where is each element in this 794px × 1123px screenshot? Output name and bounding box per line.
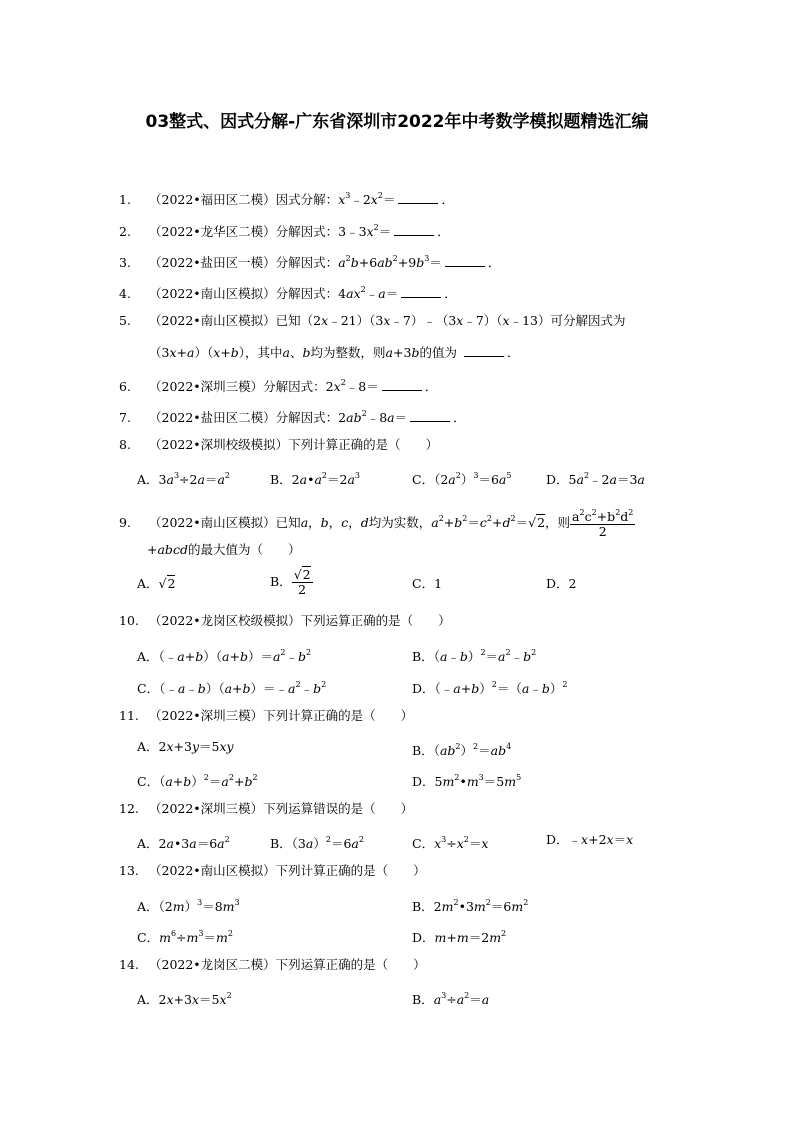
option-b[interactable]: B．$2a•a^2=2a^3$ [270, 471, 361, 487]
answer-blank[interactable] [382, 378, 422, 391]
option-b[interactable]: B． $\frac{√2}{2}$ [270, 567, 311, 597]
question-14: 14. （2022•龙岗区二模）下列运算正确的是（ ） [119, 957, 426, 972]
option-b[interactable]: B．$2m^2•3m^2=6m^2$ [412, 898, 529, 914]
answer-blank[interactable] [394, 223, 434, 236]
question-6: 6. （2022•深圳三模）分解因式：$2x^2﹣8=$ ． [119, 378, 438, 394]
option-a[interactable]: A．$(2m)^3=8m^3$ [137, 898, 240, 914]
option-d[interactable]: D．$m+m=2m^2$ [412, 929, 507, 945]
option-a[interactable]: A．$3a^3\div 2a=a^2$ [137, 471, 230, 487]
answer-blank[interactable] [401, 285, 441, 298]
option-c[interactable]: C．$x^3\div x^2=x$ [412, 835, 489, 851]
option-d[interactable]: D．（﹣a+b）$^2$＝（a﹣b）$^2$ [412, 680, 568, 696]
option-a[interactable]: A．$2a•3a=6a^2$ [137, 835, 230, 851]
question-12: 12. （2022•深圳三模）下列运算错误的是（ ） [119, 801, 414, 816]
option-c[interactable]: C．$(2a^2)^3=6a^5$ [412, 471, 512, 487]
option-d[interactable]: D．2 [546, 576, 577, 591]
question-2: 2. （2022•龙华区二模）分解因式：$3﹣3x^2=$ ． [119, 223, 450, 239]
option-a[interactable]: A．√2 [137, 576, 176, 591]
option-c[interactable]: C．$(﹣a﹣b)(a+b)=﹣a^2﹣b^2$ [137, 680, 327, 696]
option-d[interactable]: D．$5a^2﹣2a=3a$ [546, 471, 645, 487]
question-10: 10. （2022•龙岗区校级模拟）下列运算正确的是（ ） [119, 613, 451, 628]
option-d[interactable]: D．﹣x+2x＝x [546, 832, 634, 847]
question-9: 9. （2022•南山区模拟）已知a，b，c，d均为实数，$a^2+b^2=c^2+d^2=√2$，则 $\frac{a^2c^2+b^2d^2}{2}$ [119, 508, 634, 539]
question-number: 1. [119, 192, 131, 207]
answer-blank[interactable] [445, 254, 485, 267]
question-7: 7. （2022•盐田区二模）分解因式：$2ab^2﹣8a=$ ． [119, 409, 466, 425]
question-9-line2: +abcd的最大值为（ ） [147, 542, 301, 557]
answer-blank[interactable] [464, 344, 504, 357]
answer-blank[interactable] [410, 409, 450, 422]
option-c[interactable]: C．1 [412, 576, 443, 591]
answer-blank[interactable] [398, 191, 438, 204]
option-b[interactable]: B．$(a﹣b)^2=a^2﹣b^2$ [412, 648, 537, 664]
option-d[interactable]: D．$5m^2•m^3=5m^5$ [412, 773, 522, 789]
option-a[interactable]: A．$(﹣a+b)(a+b)=a^2﹣b^2$ [137, 648, 312, 664]
option-b[interactable]: B．$a^3\div a^2=a$ [412, 991, 490, 1007]
document-title: 03整式、因式分解-广东省深圳市2022年中考数学模拟题精选汇编 [145, 112, 649, 132]
option-b[interactable]: B．$(3a)^2=6a^2$ [270, 835, 364, 851]
question-4: 4. （2022•南山区模拟）分解因式：$4ax^2﹣a=$ ． [119, 285, 457, 301]
question-8: 8. （2022•深圳校级模拟）下列计算正确的是（ ） [119, 437, 439, 452]
option-c[interactable]: C．$m^6\div m^3=m^2$ [137, 929, 233, 945]
question-5-line2: （3x+a）（x+b），其中a、b均为整数，则a+3b的值为 ． [149, 345, 520, 360]
question-3: 3. （2022•盐田区一模）分解因式：$a^2b+6ab^2+9b^3=$ ． [119, 254, 501, 270]
option-b[interactable]: B．$(ab^2)^2=ab^4$ [412, 742, 512, 758]
option-a[interactable]: A．2x+3y＝5xy [137, 739, 234, 754]
option-a[interactable]: A．$2x+3x=5x^2$ [137, 991, 232, 1007]
question-5: 5. （2022•南山区模拟）已知（2x﹣21）（3x﹣7）﹣（3x﹣7）（x﹣13）可分解因式为 [119, 313, 626, 328]
question-11: 11. （2022•深圳三模）下列计算正确的是（ ） [119, 708, 414, 723]
question-1: 1. （2022•福田区二模）因式分解：$x^3﹣2x^2=$ ． [119, 191, 454, 207]
option-c[interactable]: C．$(a+b)^2=a^2+b^2$ [137, 773, 258, 789]
question-13: 13. （2022•南山区模拟）下列计算正确的是（ ） [119, 863, 426, 878]
